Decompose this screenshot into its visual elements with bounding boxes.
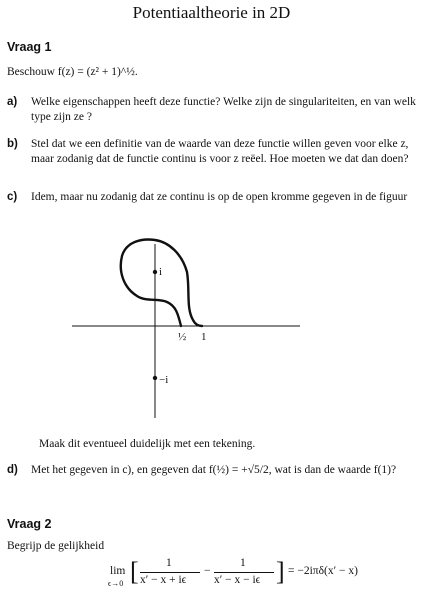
question-a bbox=[7, 95, 417, 125]
formula-num1: 1 bbox=[166, 557, 172, 569]
point-i bbox=[153, 270, 157, 274]
question-b-text: Stel dat we een definitie van de waarde van deze functie willen geven voor elke z, maar zodanig dat de functie continu is voor z reëel. Hoe moeten we dat dan doen? bbox=[31, 138, 409, 165]
bracket-left: [ bbox=[130, 557, 139, 586]
question-b-label: b) bbox=[7, 138, 18, 150]
page-title: Potentiaaltheorie in 2D bbox=[132, 3, 291, 22]
vraag1-intro: Beschouw f(z) = (z² + 1)^½. bbox=[7, 66, 138, 78]
open-curve bbox=[121, 240, 202, 326]
question-a-text: Welke eigenschappen heeft deze functie? Welke zijn de singulariteiten, en van welk type zijn ze ? bbox=[31, 96, 416, 123]
formula bbox=[108, 557, 358, 593]
figure-caption: Maak dit eventueel duidelijk met een tekening. bbox=[39, 438, 256, 450]
fraction-bar-2 bbox=[214, 572, 274, 573]
question-d-label: d) bbox=[7, 464, 18, 476]
formula-lim-sub: ϵ→0 bbox=[108, 579, 124, 588]
complex-plane-figure bbox=[0, 232, 423, 442]
fraction-bar-1 bbox=[140, 572, 200, 573]
vraag2-intro: Begrijp de gelijkheid bbox=[7, 540, 105, 552]
point-minus-i bbox=[153, 376, 157, 380]
question-a-label: a) bbox=[7, 96, 18, 108]
question-d-text: Met het gegeven in c), en gegeven dat f(½) = +√5/2, wat is dan de waarde f(1)? bbox=[31, 464, 397, 476]
vraag1-heading: Vraag 1 bbox=[7, 40, 52, 54]
formula-den2: x′ − x − iϵ bbox=[214, 574, 261, 586]
bracket-right: ] bbox=[276, 557, 285, 586]
formula-minus: − bbox=[204, 565, 211, 577]
formula-lim: lim bbox=[110, 565, 126, 577]
label-half: ½ bbox=[178, 331, 187, 343]
label-one: 1 bbox=[201, 331, 207, 343]
vraag2-heading: Vraag 2 bbox=[7, 517, 52, 531]
question-c bbox=[7, 190, 417, 205]
question-b bbox=[7, 137, 417, 167]
question-d bbox=[7, 463, 417, 478]
question-c-label: c) bbox=[7, 191, 18, 203]
label-i: i bbox=[159, 266, 163, 278]
question-c-text: Idem, maar nu zodanig dat ze continu is op de open kromme gegeven in de figuur bbox=[31, 191, 408, 203]
formula-den1: x′ − x + iϵ bbox=[140, 574, 187, 586]
label-minus-i: −i bbox=[159, 374, 169, 386]
formula-num2: 1 bbox=[240, 557, 246, 569]
formula-rhs: = −2iπδ(x′ − x) bbox=[288, 565, 358, 577]
